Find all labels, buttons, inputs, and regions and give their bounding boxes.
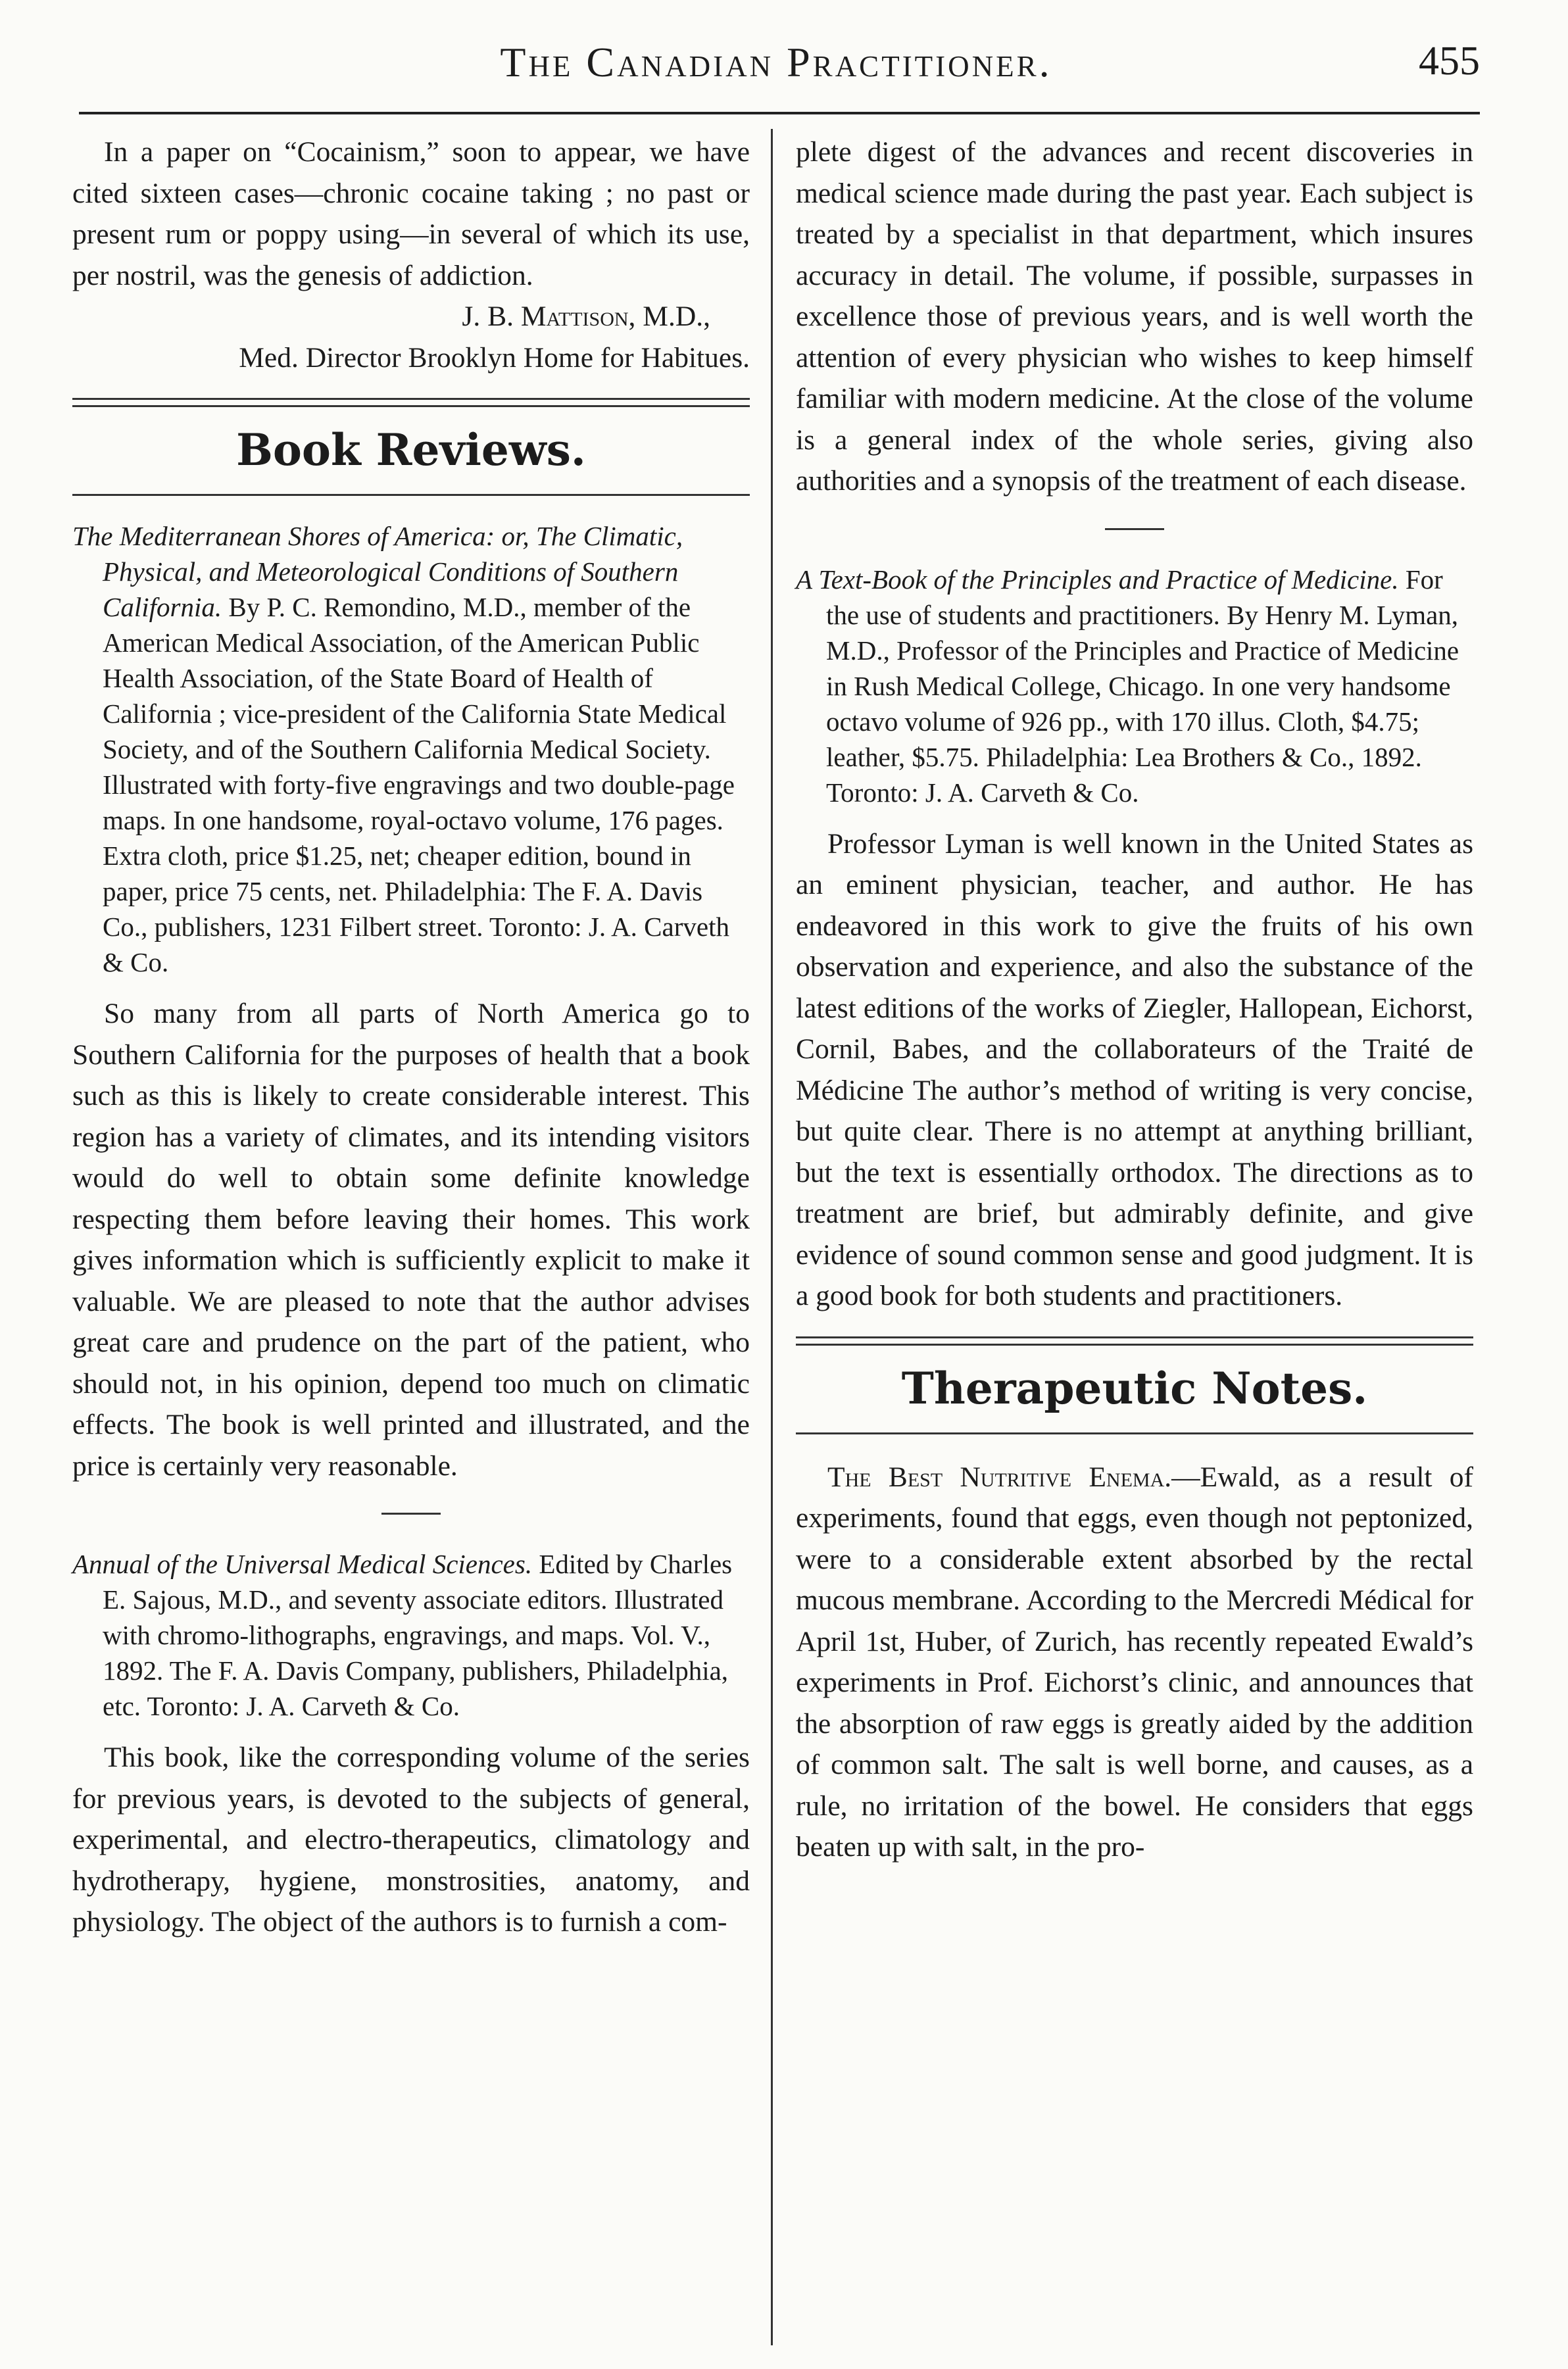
review-body: This book, like the corresponding volume of the series for previous years, is devoted to the subjects of general, experimental, and electro-therapeutics, climatology and hydrotherapy, hygiene, monstrosities, anatomy, and physiology. The object of the authors is to furnish a com-	[72, 1742, 750, 1938]
therapeutic-note	[796, 1457, 1473, 1868]
note-title: The Best Nutritive Enema.	[827, 1461, 1172, 1493]
signature-title: Med. Director Brooklyn Home for Habitues.	[239, 341, 750, 374]
page-number: 455	[1419, 39, 1480, 84]
page-header	[72, 38, 1480, 110]
cocainism-paragraph: In a paper on “Cocainism,” soon to appear, we have cited sixteen cases—chronic cocaine taking ; no past or present rum or poppy using—in several of which its use, per nostril, was the genesis of addiction.	[72, 136, 750, 291]
short-rule	[381, 1513, 441, 1515]
review-body: Professor Lyman is well known in the United States as an eminent physician, teacher, and author. He has endeavored in this work to give the fruits of his own observation and experience, and also the substance of the latest editions of the works of Ziegler, Hallopean, Eichorst, Cornil, Babes, and the collaborateurs of the Traité de Médicine The author’s method of writing is very concise, but quite clear. There is no attempt at anything brilliant, but the text is essentially orthodox. The directions as to treatment are brief, but admirably definite, and give evidence of sound common sense and good judgment. It is a good book for both students and practitioners.	[796, 827, 1473, 1311]
review-book-title: A Text-Book of the Principles and Practice of Medicine.	[796, 564, 1399, 595]
review-citation	[72, 518, 750, 980]
heading-rule	[796, 1432, 1473, 1434]
review-body: So many from all parts of North America go to Southern California for the purposes of health that a book such as this is likely to create considerable interest. This region has a variety of climates, and its intending visitors would do well to obtain some definite knowledge respecting them before leaving their homes. This work gives information which is sufficiently explicit to make it valuable. We are pleased to note that the author advises great care and prudence on the part of the patient, who should not, in his opinion, depend too much on climatic effects. The book is well printed and illustrated, and the price is certainly very reasonable.	[72, 998, 750, 1482]
short-rule	[1105, 528, 1164, 530]
review-book-details: By P. C. Remondino, M.D., member of the American Medical Association, of the American Public Health Association, of the State Board of Health of California ; vice-president of the California State Medical Society, and of the Southern California Medical Society. Illustrated with forty-five engravings and two double-page maps. In one handsome, royal-octavo volume, 176 pages. Extra cloth, price $1.25, net; cheaper edition, bound in paper, price 75 cents, net. Philadelphia: The F. A. Davis Co., publishers, 1231 Filbert street. Toronto: J. A. Carveth & Co.	[103, 592, 735, 977]
review-book-title: The Mediterranean Shores of America: or, The Climatic, Physical, and Meteorological Conditions of Southern California.	[72, 521, 683, 622]
column-divider	[771, 129, 773, 2345]
left-column	[72, 132, 750, 1943]
double-rule	[72, 398, 750, 407]
running-title: The Canadian Practitioner.	[500, 39, 1052, 85]
right-column	[796, 132, 1473, 1868]
heading-rule	[72, 494, 750, 496]
review-body-continued: plete digest of the advances and recent discoveries in medical science made during the past year. Each subject is treated by a specialist in that department, which insures accuracy in detail. The volume, if possible, surpasses in excellence those of previous years, and is well worth the attention of every physician who wishes to keep himself familiar with modern medicine. At the close of the volume is a general index of the whole series, giving also authorities and a synopsis of the treatment of each disease.	[796, 136, 1473, 497]
therapeutic-notes-heading: Therapeutic Notes.	[901, 1362, 1368, 1414]
header-rule	[79, 112, 1480, 114]
review-book-details: For the use of students and practitioners. By Henry M. Lyman, M.D., Professor of the Principles and Practice of Medicine in Rush Medical College, Chicago. In one very handsome octavo volume of 926 pp., with 170 illus. Cloth, $4.75; leather, $5.75. Philadelphia: Lea Brothers & Co., 1892. Toronto: J. A. Carveth & Co.	[826, 564, 1459, 808]
signature-name: J. B. Mattison, M.D.,	[462, 301, 710, 332]
review-book-title: Annual of the Universal Medical Sciences.	[72, 1549, 533, 1579]
review-citation	[796, 562, 1473, 810]
book-reviews-heading: Book Reviews.	[236, 424, 586, 476]
double-rule	[796, 1336, 1473, 1346]
review-citation	[72, 1546, 750, 1724]
review-book-details: Edited by Charles E. Sajous, M.D., and seventy associate editors. Illustrated with chromo-lithographs, engravings, and maps. Vol. V., 1892. The F. A. Davis Company, publishers, Philadelphia, etc. Toronto: J. A. Carveth & Co.	[103, 1549, 733, 1721]
note-body: —Ewald, as a result of experiments, found that eggs, even though not peptonized, were to a considerable extent absorbed by the rectal mucous membrane. According to the Mercredi Médical for April 1st, Huber, of Zurich, has recently repeated Ewald’s experiments in Prof. Eichorst’s clinic, and announces that the absorption of raw eggs is greatly aided by the addition of common salt. The salt is well borne, and causes, as a rule, no irritation of the bowel. He considers that eggs beaten up with salt, in the pro-	[796, 1461, 1473, 1863]
